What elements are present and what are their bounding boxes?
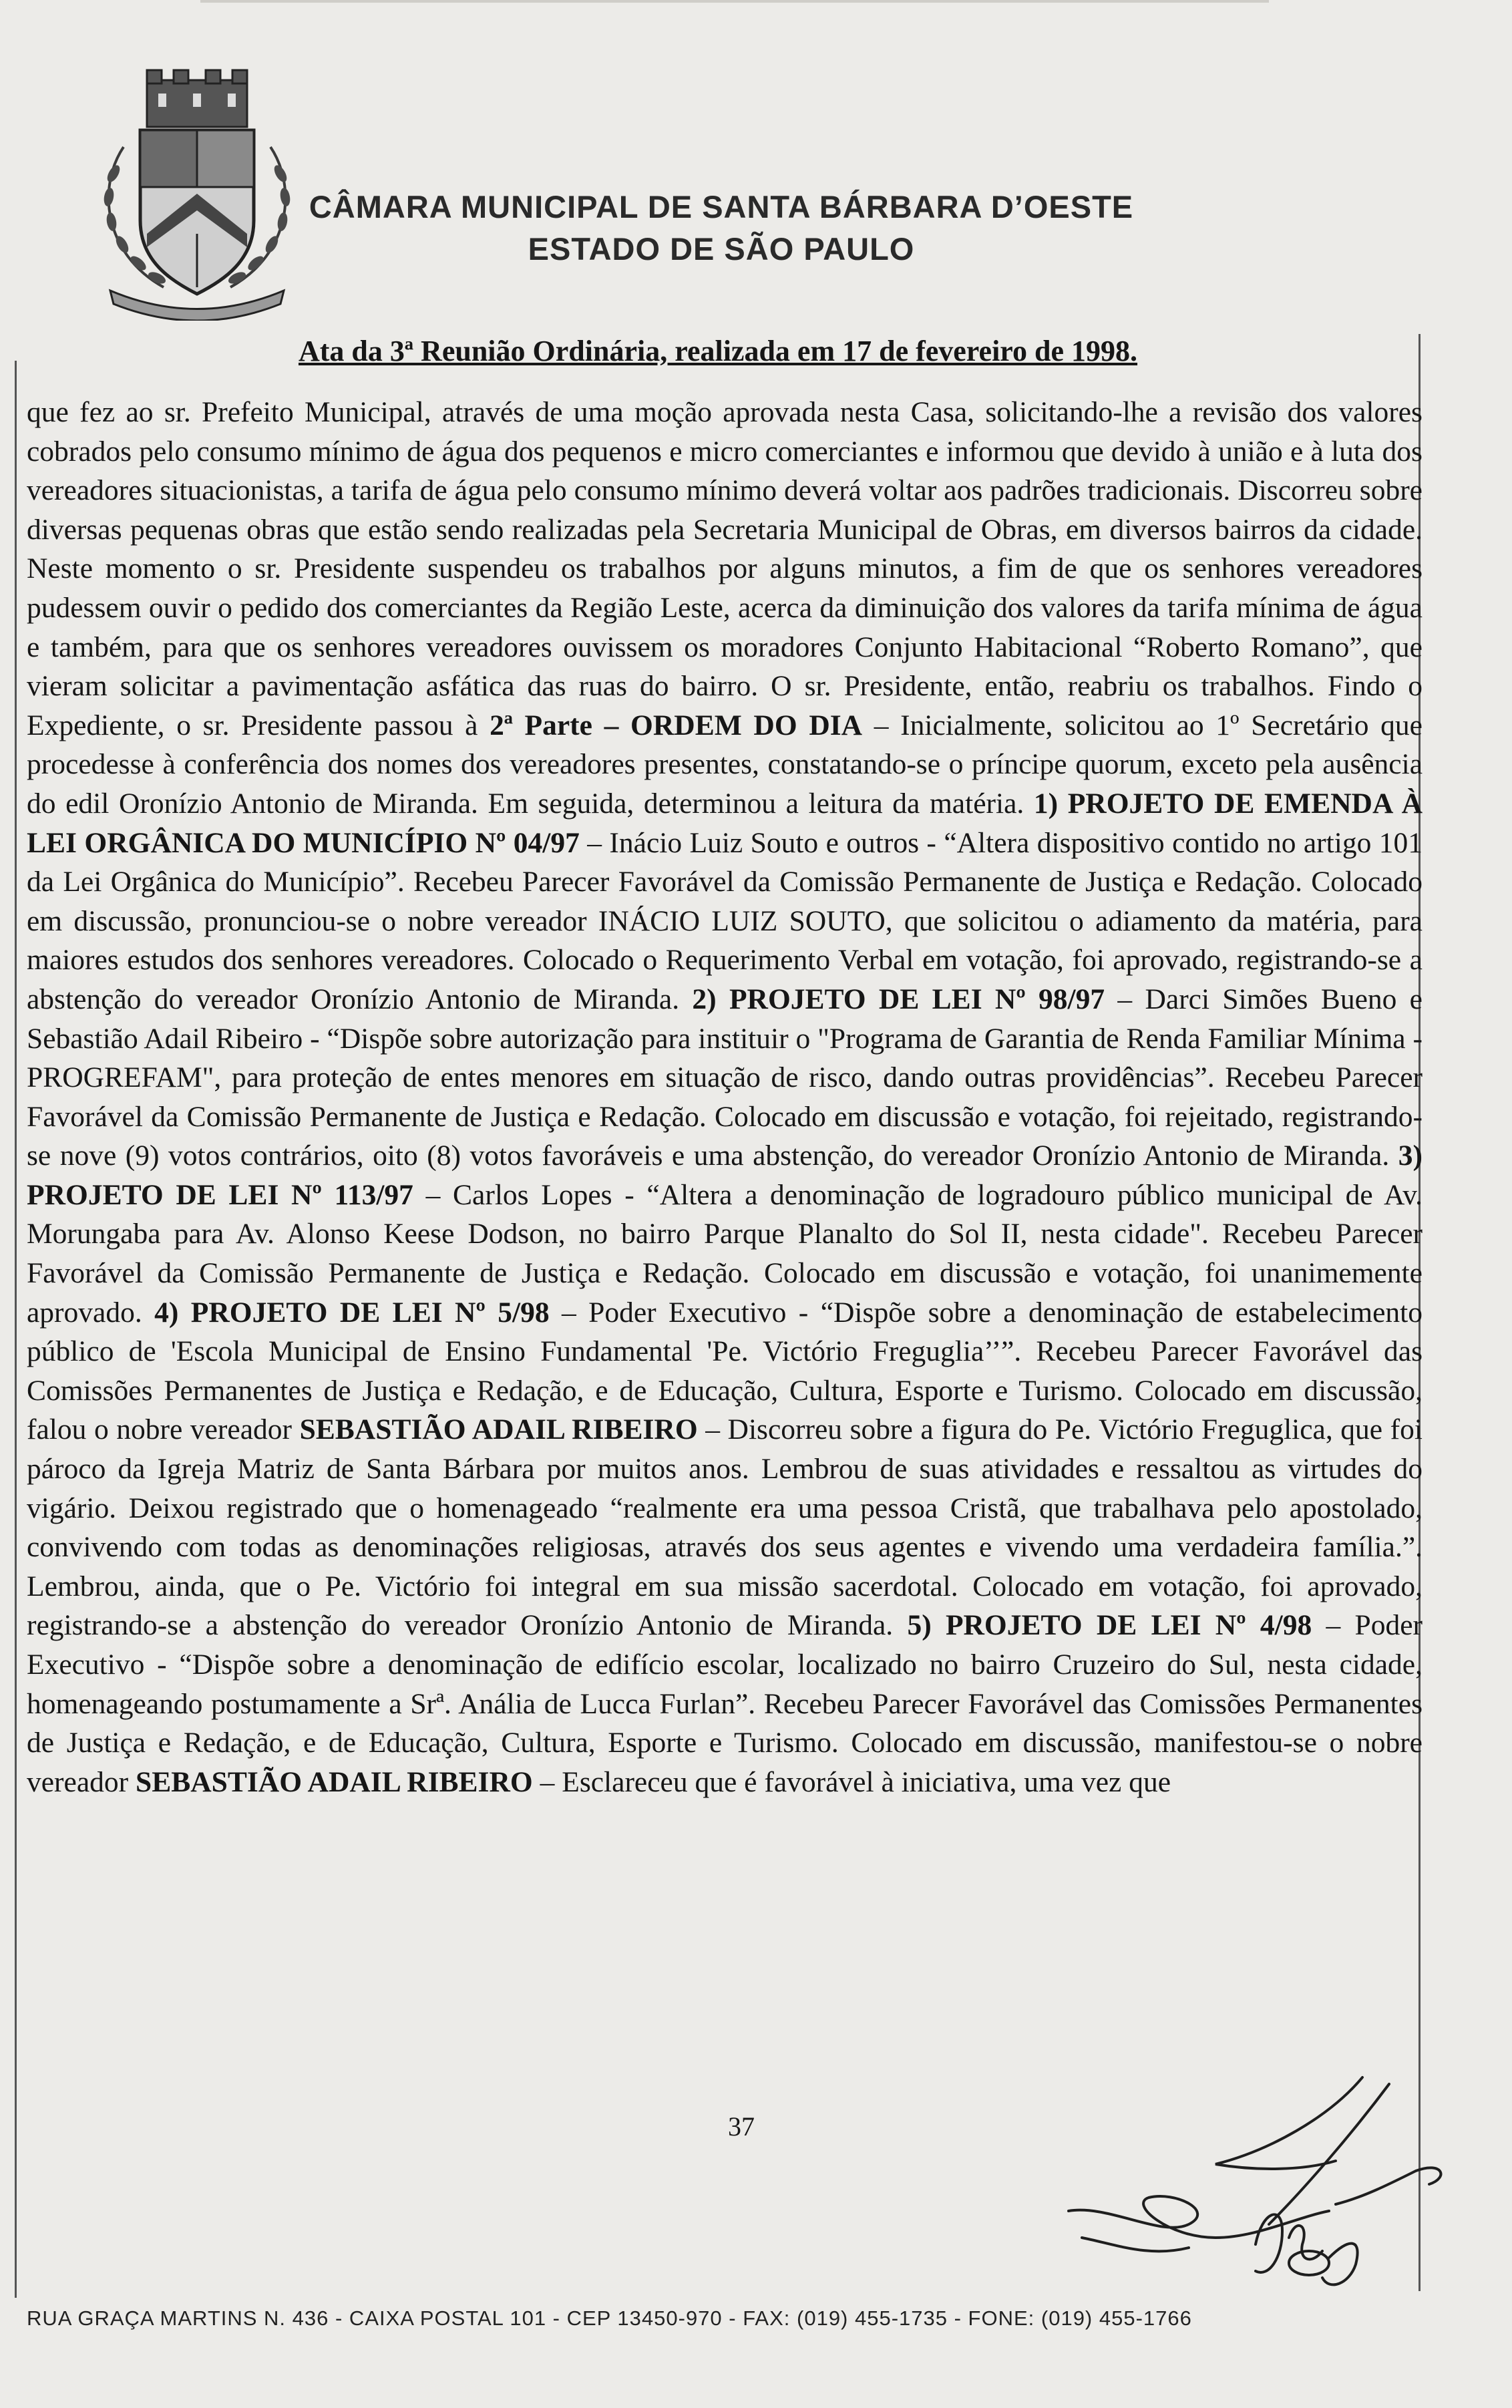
minute-paragraph — [27, 393, 1423, 1801]
councillor-name: SEBASTIÃO ADAIL RIBEIRO — [136, 1765, 533, 1798]
text-run: – Darci Simões Bueno e Sebastião Adail Ribeiro - “Dispõe sobre autorização para instituir o "Programa de Garantia de Renda Familiar Mínima - PROGREFAM", para proteção de entes menores em situação de risco, dando outras providências”. Recebeu Parecer Favorável da Comissão Permanente de Justiça e Redação. Colocado em discussão e votação, foi rejeitado, registrando-se nove (9) votos contrários, oito (8) votos favoráveis e uma abstenção, do vereador Oronízio Antonio de Miranda. — [27, 983, 1423, 1172]
minute-title: Ata da 3ª Reunião Ordinária, realizada em 17 de fevereiro de 1998. — [298, 335, 1138, 367]
bill-heading: 2) PROJETO DE LEI Nº 98/97 — [692, 983, 1105, 1015]
signature-icon — [1015, 2037, 1483, 2304]
organization-state: ESTADO DE SÃO PAULO — [528, 231, 915, 267]
organization-header — [280, 188, 1162, 267]
section-heading: 2ª Parte – ORDEM DO DIA — [490, 709, 863, 741]
text-run: – Inácio Luiz Souto e outros - “Altera dispositivo contido no artigo 101 da Lei Orgânica do Município”. Recebeu Parecer Favorável da Comissão Permanente de Justiça e Redação. Colocado em discussão, pronunciou-se o nobre vereador INÁCIO LUIZ SOUTO, que solicitou o adiamento da matéria, para maiores estudos dos senhores vereadores. Colocado o Requerimento Verbal em votação, foi aprovado, registrando-se a abstenção do vereador Oronízio Antonio de Miranda. — [27, 826, 1423, 1015]
text-run: que fez ao sr. Prefeito Municipal, através de uma moção aprovada nesta Casa, solicitando-lhe a revisão dos valores cobrados pelo consumo mínimo de água dos pequenos e micro comerciantes e informou que devido à união e à luta dos vereadores situacionistas, a tarifa de água pelo consumo mínimo deverá voltar aos padrões tradicionais. Discorreu sobre diversas pequenas obras que estão sendo realizadas pela Secretaria Municipal de Obras, em diversos bairros da cidade. Neste momento o sr. Presidente suspendeu os trabalhos por alguns minutos, a fim de que os senhores vereadores pudessem ouvir o pedido dos comerciantes da Região Leste, acerca da diminuição dos valores da tarifa mínima de água e também, para que os senhores vereadores ouvissem os moradores Conjunto Habitacional “Roberto Romano”, que vieram solicitar a pavimentação asfática das ruas do bairro. O sr. Presidente, então, reabriu os trabalhos. Findo o Expediente, o sr. Presidente passou à — [27, 396, 1423, 741]
text-run: – Poder Executivo - “Dispõe sobre a denominação de edifício escolar, localizado no bairro Cruzeiro do Sul, nesta cidade, homenageando postumamente a Srª. Anália de Lucca Furlan”. Recebeu Parecer Favorável das Comissões Permanentes de Justiça e Redação, e de Educação, Cultura, Esporte e Turismo. Colocado em discussão, manifestou-se o nobre vereador — [27, 1609, 1423, 1798]
footer-address: RUA GRAÇA MARTINS N. 436 - CAIXA POSTAL 101 - CEP 13450-970 - FAX: (019) 455-1735 - FONE: (019) 455-1766 — [27, 2306, 1192, 2330]
councillor-name: SEBASTIÃO ADAIL RIBEIRO — [299, 1413, 698, 1446]
text-run: – Carlos Lopes - “Altera a denominação de logradouro público municipal de Av. Morungaba para Av. Alonso Keese Dodson, no bairro Parque Planalto do Sol II, nesta cidade". Recebeu Parecer Favorável da Comissão Permanente de Justiça e Redação. Colocado em discussão e votação, foi unanimemente aprovado. — [27, 1178, 1423, 1329]
bill-heading: 5) PROJETO DE LEI Nº 4/98 — [907, 1609, 1312, 1642]
text-run: – Esclareceu que é favorável à iniciativa, uma vez que — [532, 1765, 1171, 1798]
left-margin-line — [15, 361, 17, 2298]
bill-heading: 3) PROJETO DE LEI Nº 113/97 — [27, 1140, 1423, 1211]
minute-body — [27, 393, 1423, 1801]
text-run: – Poder Executivo - “Dispõe sobre a denominação de estabelecimento público de 'Escola Municipal de Ensino Fundamental 'Pe. Victório Freguglia’’”. Recebeu Parecer Favorável das Comissões Permanentes de Justiça e Redação, e de Educação, Cultura, Esporte e Turismo. Colocado em discussão, falou o nobre vereador — [27, 1296, 1423, 1446]
text-run: – Discorreu sobre a figura do Pe. Victório Freguglica, que foi pároco da Igreja Matriz de Santa Bárbara por muitos anos. Lembrou de suas atividades e ressaltou as virtudes do vigário. Deixou registrado que o homenageado “realmente era uma pessoa Cristã, que trabalhava pelo apostolado, convivendo com todas as denominações religiosas, através dos seus agentes e vivendo uma verdadeira família.”. Lembrou, ainda, que o Pe. Victório foi integral em sua missão sacerdotal. Colocado em votação, foi aprovado, registrando-se a abstenção do vereador Oronízio Antonio de Miranda. — [27, 1413, 1423, 1642]
top-edge-line — [200, 0, 1269, 3]
bill-heading: 1) PROJETO DE EMENDA À LEI ORGÂNICA DO MUNICÍPIO Nº 04/97 — [27, 787, 1423, 859]
coat-of-arms-icon — [83, 67, 311, 321]
text-run: – Inicialmente, solicitou ao 1º Secretário que procedesse à conferência dos nomes dos vereadores presentes, constatando-se o príncipe quorum, exceto pela ausência do edil Oronízio Antonio de Miranda. Em seguida, determinou a leitura da matéria. — [27, 709, 1423, 820]
bill-heading: 4) PROJETO DE LEI Nº 5/98 — [154, 1296, 550, 1329]
organization-name: CÂMARA MUNICIPAL DE SANTA BÁRBARA D’OESTE — [309, 189, 1134, 224]
page-number: 37 — [728, 2111, 755, 2141]
